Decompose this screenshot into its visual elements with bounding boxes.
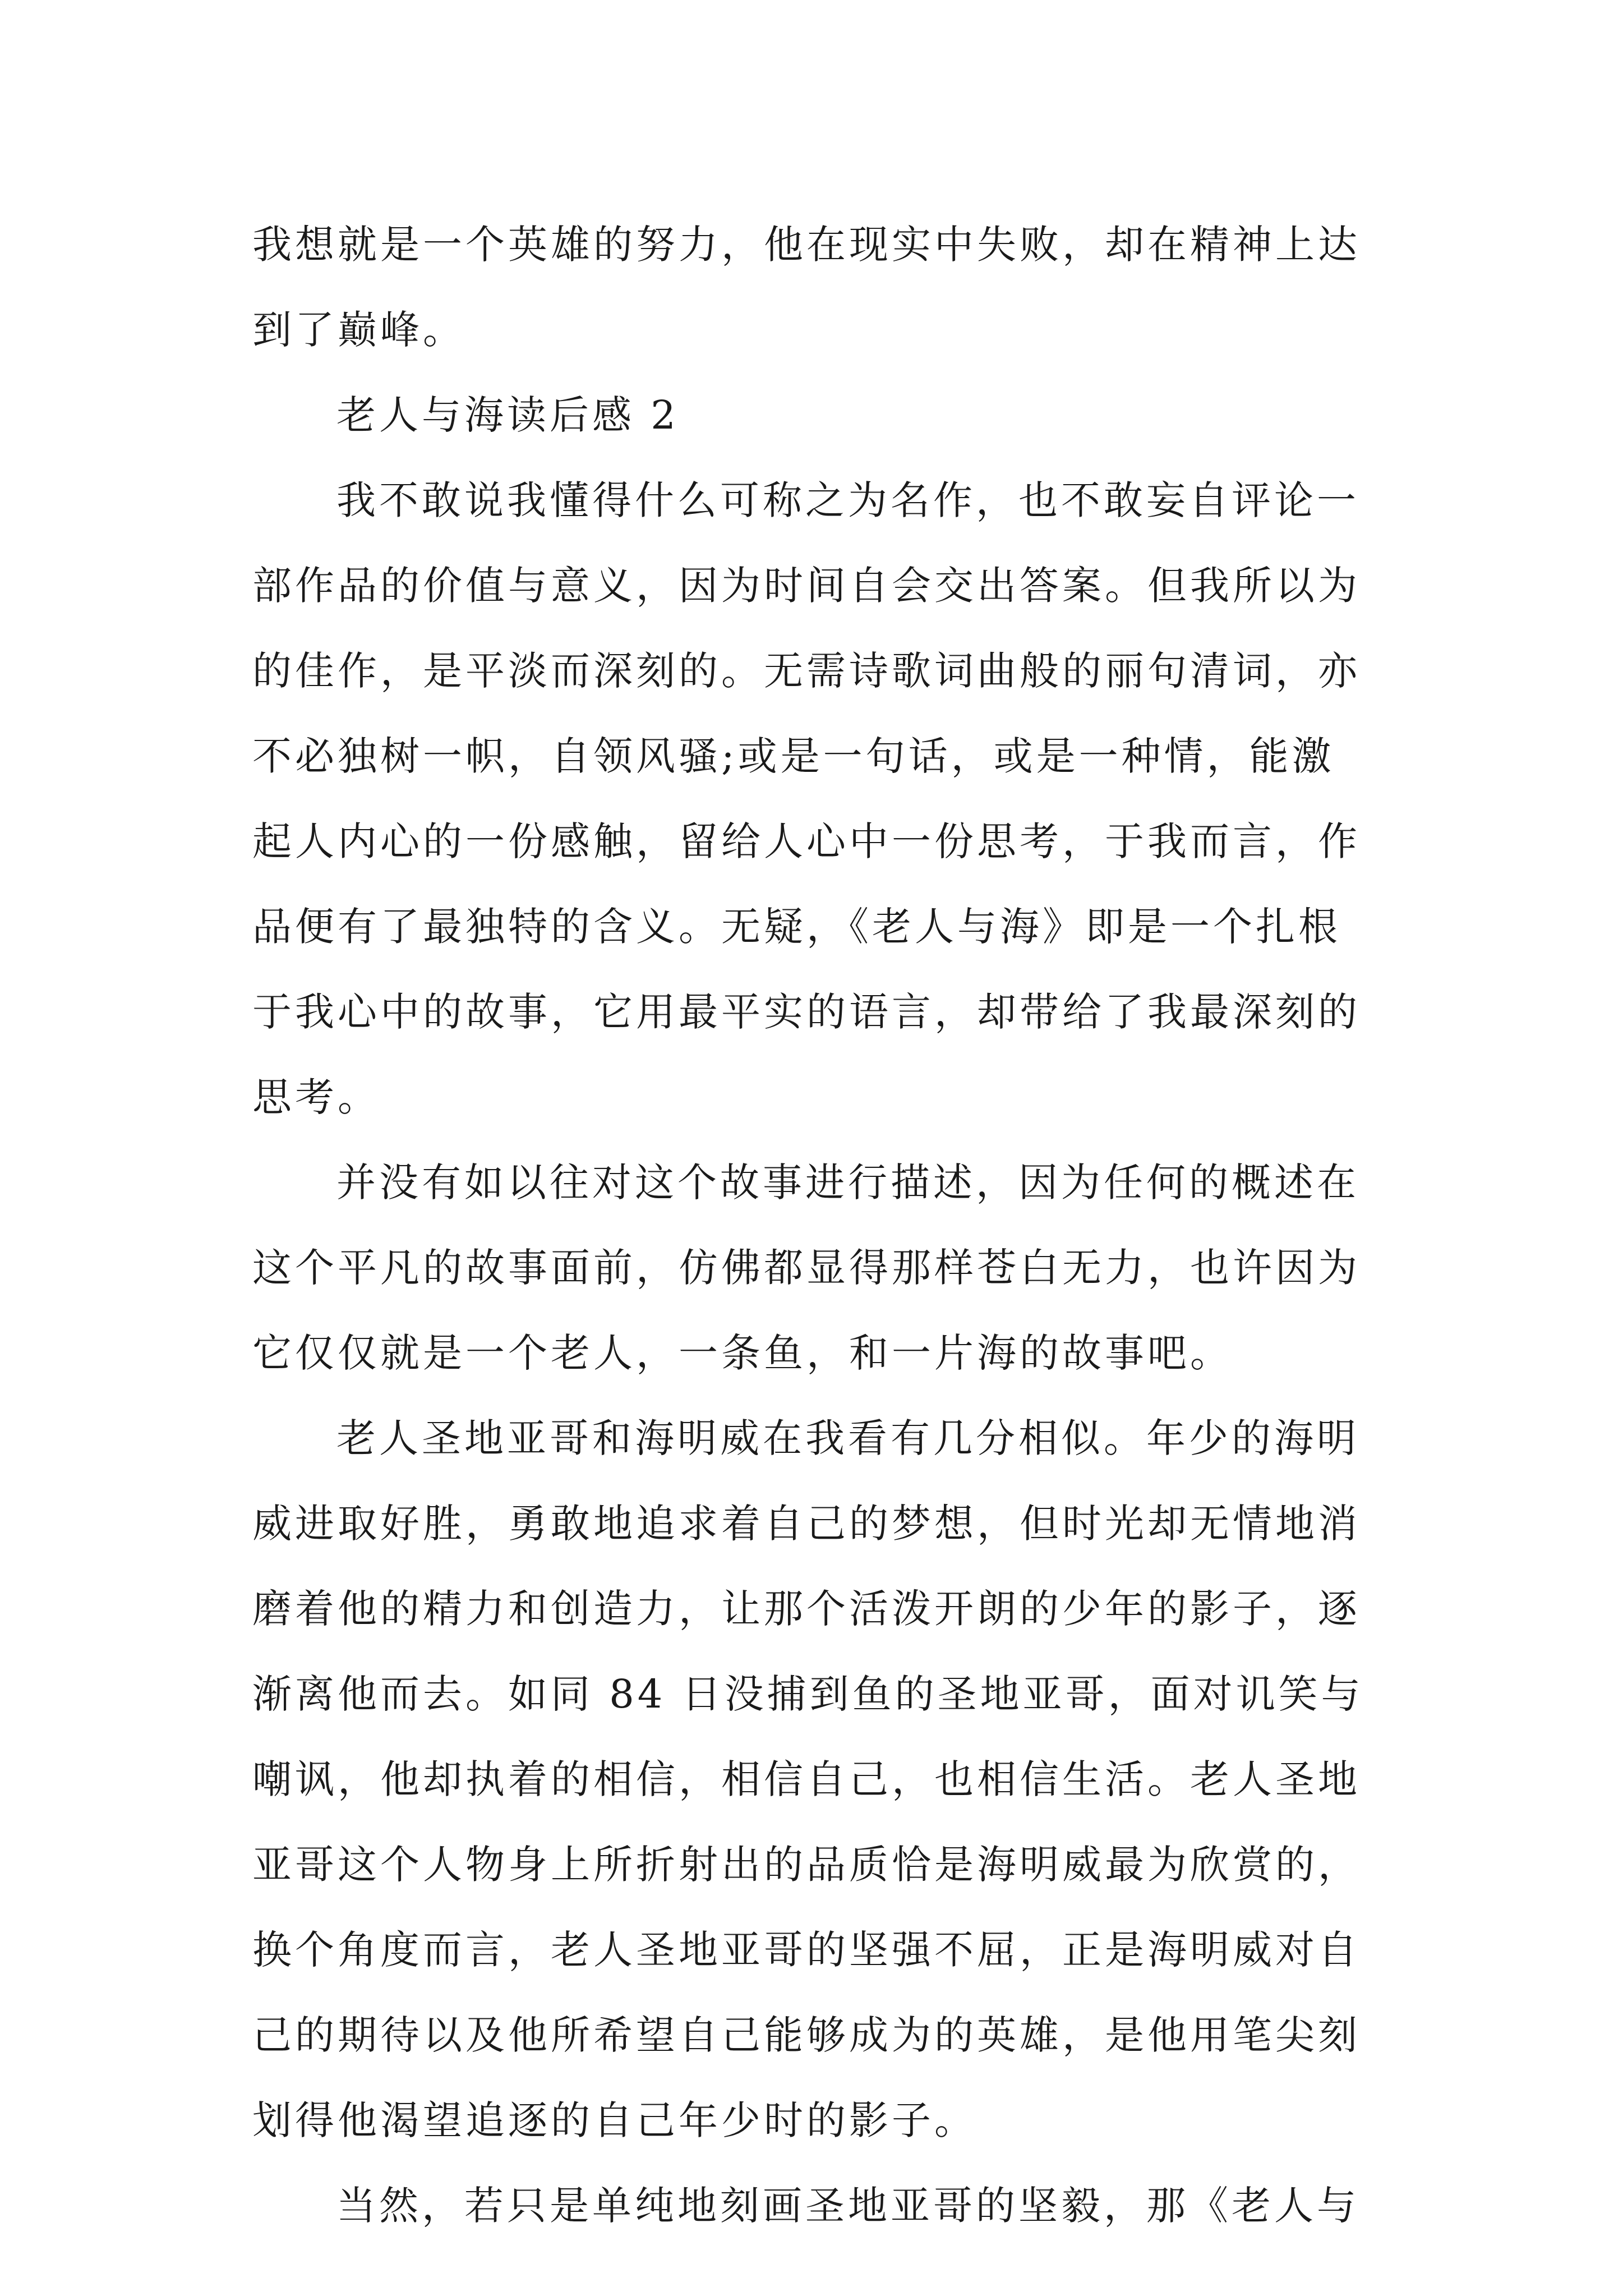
text-line: 它仅仅就是一个老人，一条鱼，和一片海的故事吧。 <box>252 1330 1233 1376</box>
text-line: 于我心中的故事，它用最平实的语言，却带给了我最深刻的 <box>252 989 1361 1035</box>
text-line: 当然，若只是单纯地刻画圣地亚哥的坚毅，那《老人与 <box>336 2183 1359 2229</box>
text-line: 我不敢说我懂得什么可称之为名作，也不敢妄自评论一 <box>336 477 1359 523</box>
text-line: 部作品的价值与意义，因为时间自会交出答案。但我所以为 <box>252 563 1361 609</box>
document-body <box>252 202 1396 2248</box>
text-line: 不必独树一帜，自领风骚;或是一句话，或是一种情，能激 <box>252 733 1335 779</box>
text-line: 渐离他而去。如同 84 日没捕到鱼的圣地亚哥，面对讥笑与 <box>252 1671 1364 1717</box>
text-line: 起人内心的一份感触，留给人心中一份思考，于我而言，作 <box>252 818 1361 864</box>
text-line: 这个平凡的故事面前，仿佛都显得那样苍白无力，也许因为 <box>252 1245 1361 1291</box>
text-line: 并没有如以往对这个故事进行描述，因为任何的概述在 <box>336 1159 1359 1205</box>
text-line: 品便有了最独特的含义。无疑，《老人与海》即是一个扎根 <box>252 904 1341 950</box>
text-line: 我想就是一个英雄的努力，他在现实中失败，却在精神上达 <box>252 222 1361 268</box>
text-line: 亚哥这个人物身上所折射出的品质恰是海明威最为欣赏的， <box>252 1842 1361 1888</box>
text-line: 嘲讽，他却执着的相信，相信自己，也相信生活。老人圣地 <box>252 1756 1361 1802</box>
text-line: 思考。 <box>252 1074 380 1120</box>
text-line: 磨着他的精力和创造力，让那个活泼开朗的少年的影子，逐 <box>252 1586 1361 1632</box>
text-line: 到了巅峰。 <box>252 307 465 353</box>
text-line: 换个角度而言，老人圣地亚哥的坚强不屈，正是海明威对自 <box>252 1927 1361 1973</box>
text-line: 的佳作，是平淡而深刻的。无需诗歌词曲般的丽句清词，亦 <box>252 648 1361 694</box>
text-line: 划得他渴望追逐的自己年少时的影子。 <box>252 2097 977 2143</box>
text-line: 威进取好胜，勇敢地追求着自己的梦想，但时光却无情地消 <box>252 1501 1361 1547</box>
text-line: 老人圣地亚哥和海明威在我看有几分相似。年少的海明 <box>336 1415 1359 1461</box>
text-line: 己的期待以及他所希望自己能够成为的英雄，是他用笔尖刻 <box>252 2012 1361 2058</box>
section-heading: 老人与海读后感 2 <box>336 392 679 438</box>
